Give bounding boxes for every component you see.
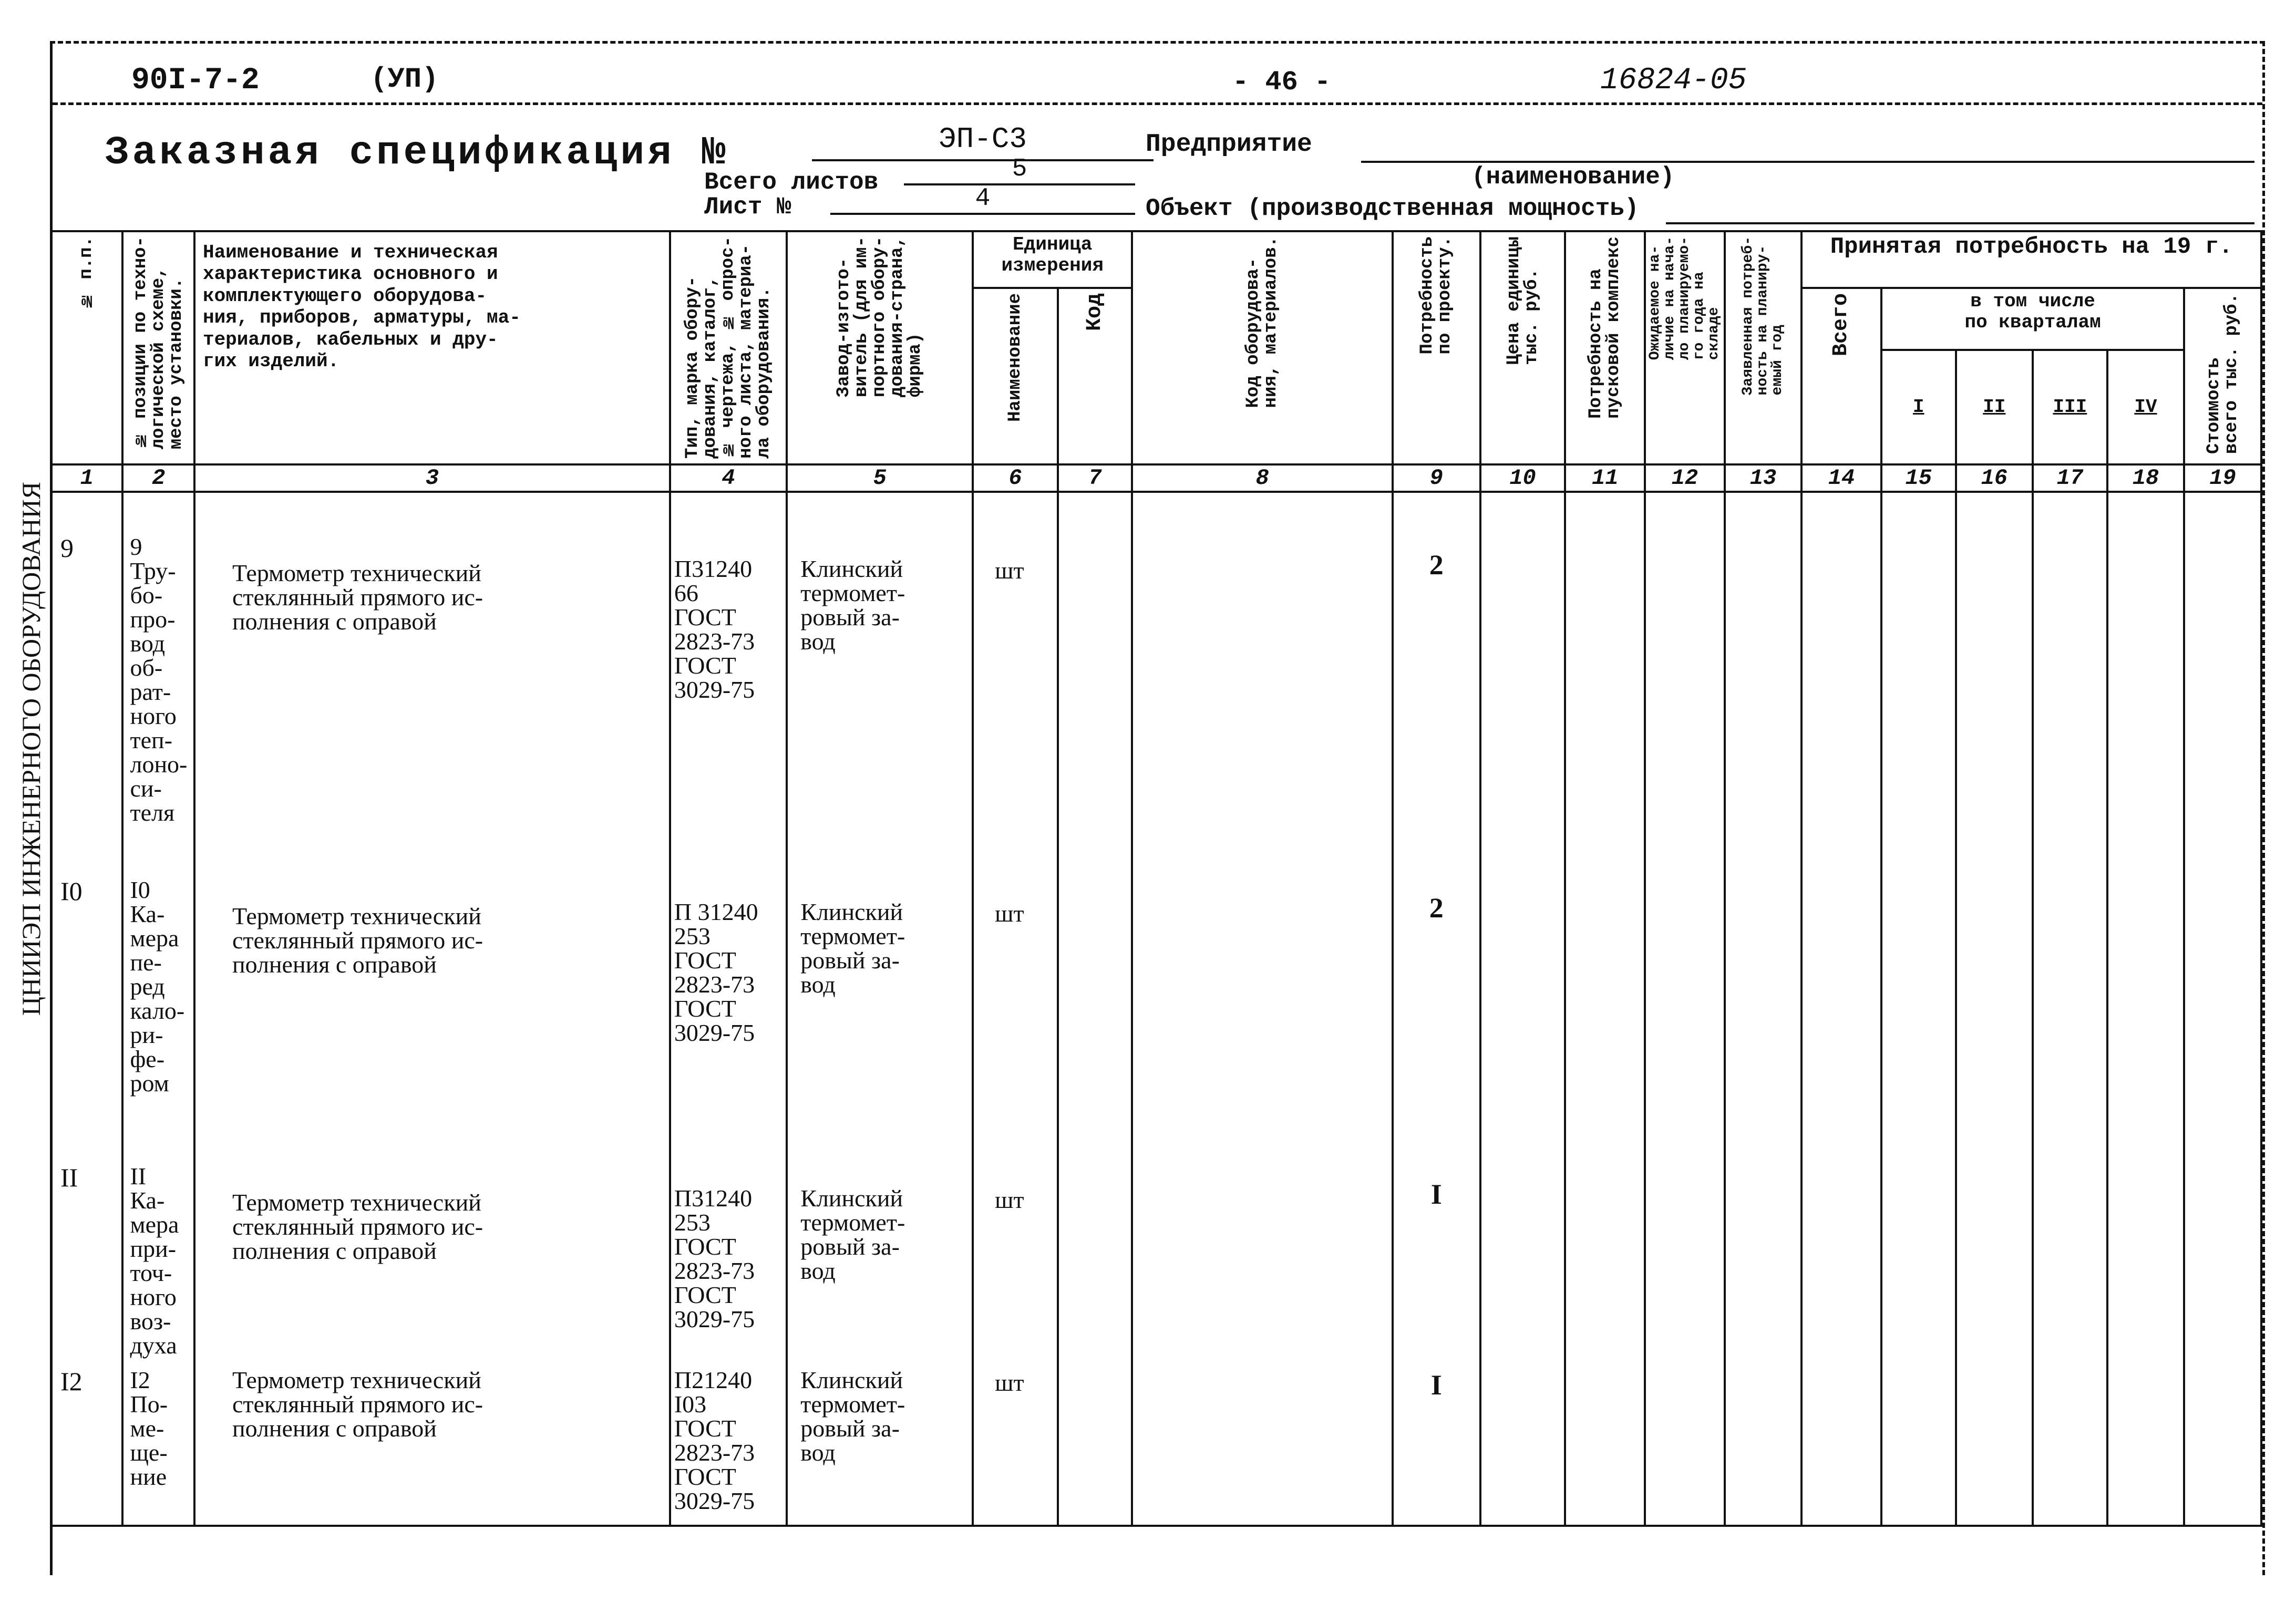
row-number: I2 xyxy=(60,1367,83,1396)
table-row xyxy=(51,1122,2261,1358)
row-maker: Клинский термомет- ровый за- вод xyxy=(800,898,905,998)
col-header-8: Код оборудова- ния, материалов. xyxy=(1243,236,1282,408)
column-number: 19 xyxy=(2184,464,2261,492)
row-maker: Клинский термомет- ровый за- вод xyxy=(800,1367,905,1466)
row-mark: П 31240 253 ГОСТ 2823-73 ГОСТ 3029-75 xyxy=(674,898,758,1046)
col-header-unit: Единица измерения xyxy=(973,231,1132,288)
row-number: I0 xyxy=(60,876,83,906)
naming-label: (наименование) xyxy=(1471,163,1675,191)
column-number: 6 xyxy=(973,464,1058,492)
object-label: Объект (производственная мощность) xyxy=(1146,195,1639,222)
row-number: 9 xyxy=(60,533,74,563)
col-header-15: I xyxy=(1881,350,1956,464)
row-name: Термометр технический стеклянный прямого ис- полнения с оправой xyxy=(232,560,483,635)
page-number: - 46 - xyxy=(1232,67,1331,98)
column-number: 13 xyxy=(1725,464,1802,492)
row-need: 2 xyxy=(1429,549,1444,581)
row-mark: П31240 253 ГОСТ 2823-73 ГОСТ 3029-75 xyxy=(674,1185,755,1332)
column-number: 9 xyxy=(1393,464,1480,492)
row-maker: Клинский термомет- ровый за- вод xyxy=(800,1185,905,1284)
column-number: 10 xyxy=(1480,464,1566,492)
column-number: 8 xyxy=(1132,464,1392,492)
row-position: I0 Ка- мера пе- ред кало- ри- фе- ром xyxy=(130,876,185,1097)
header-divider xyxy=(53,102,2262,105)
col-header-13: Заявленная потреб- ность на планиру- емый год xyxy=(1740,236,1786,396)
row-unit: шт xyxy=(995,557,1024,584)
doc-mark: (УП) xyxy=(370,64,439,96)
col-header-6: Наименование xyxy=(1005,293,1025,422)
row-mark: П31240 66 ГОСТ 2823-73 ГОСТ 3029-75 xyxy=(674,555,755,703)
object-field xyxy=(1666,222,2254,224)
col-header-accepted: Принятая потребность на 19 г. xyxy=(1801,231,2261,288)
sheets-total-value: 5 xyxy=(904,155,1135,185)
header-row-1 xyxy=(51,231,2261,288)
doc-code: 90I-7-2 xyxy=(131,64,260,98)
col-header-11: Потребность на пусковой комплекс xyxy=(1586,236,1624,419)
row-maker: Клинский термомет- ровый за- вод xyxy=(800,555,905,655)
row-position: II Ка- мера при- точ- ного воз- духа xyxy=(130,1163,179,1359)
col-header-10: Цена единицы тыс. руб. xyxy=(1504,236,1542,365)
sheets-total-label: Всего листов xyxy=(704,169,879,196)
column-number: 4 xyxy=(670,464,787,492)
col-header-19: Стоимость всего тыс. руб. xyxy=(2204,293,2242,454)
col-header-quarters: в том числе по кварталам xyxy=(1881,288,2184,350)
row-position: 9 Тру- бо- про- вод об- рат- ного теп- лоно- си- теля xyxy=(130,533,188,826)
col-header-2: № позиции по техно- логической схеме, место установки. xyxy=(130,236,187,450)
column-number: 2 xyxy=(122,464,194,492)
column-number: 17 xyxy=(2033,464,2107,492)
row-number: II xyxy=(60,1163,78,1192)
row-name: Термометр технический стеклянный прямого ис- полнения с оправой xyxy=(232,1189,483,1264)
row-position: I2 По- ме- ще- ние xyxy=(130,1367,168,1490)
row-unit: шт xyxy=(995,900,1024,927)
column-number-row xyxy=(51,464,2261,492)
column-number: 18 xyxy=(2107,464,2185,492)
table-row xyxy=(51,1358,2261,1526)
col-header-5: Завод-изгото- витель (для им- портного обору- дования-страна, фирма) xyxy=(834,236,926,398)
enterprise-label: Предприятие xyxy=(1146,130,1312,159)
row-unit: шт xyxy=(995,1369,1024,1396)
row-mark: П21240 I03 ГОСТ 2823-73 ГОСТ 3029-75 xyxy=(674,1367,755,1514)
column-number: 7 xyxy=(1058,464,1132,492)
row-need: 2 xyxy=(1429,892,1444,924)
archive-number: 16824-05 xyxy=(1600,64,1747,98)
col-header-17: III xyxy=(2033,350,2107,464)
row-need: I xyxy=(1430,1369,1442,1401)
col-header-14: Всего xyxy=(1829,293,1854,357)
col-header-1: № п.п. xyxy=(77,236,97,311)
col-header-18: IV xyxy=(2107,350,2185,464)
column-number: 14 xyxy=(1801,464,1881,492)
col-header-9: Потребность по проекту. xyxy=(1417,236,1456,355)
col-header-4: Тип, марка обору- дования, каталог, № чертежа, № опрос- ного листа, материа- ла оборудования. xyxy=(683,236,775,459)
enterprise-field xyxy=(1361,161,2254,163)
row-unit: шт xyxy=(995,1186,1024,1213)
sheet-number-value: 4 xyxy=(830,184,1135,215)
row-name: Термометр технический стеклянный прямого ис- полнения с оправой xyxy=(232,903,483,978)
col-header-7: Код xyxy=(1083,293,1107,332)
table-row xyxy=(51,492,2261,836)
column-number: 1 xyxy=(51,464,122,492)
row-name: Термометр технический стеклянный прямого ис- полнения с оправой xyxy=(232,1367,483,1442)
column-number: 5 xyxy=(787,464,973,492)
spec-number: ЭП-С3 xyxy=(812,122,1154,161)
column-number: 3 xyxy=(194,464,670,492)
column-number: 16 xyxy=(1956,464,2033,492)
table-row xyxy=(51,836,2261,1122)
row-need: I xyxy=(1430,1178,1442,1210)
col-header-3: Наименование и техническая характеристика основного и комплектующего оборудова- ния, приборов, арматуры, ма- териалов, кабельных и дру- гих изделий. xyxy=(194,231,670,464)
specification-table xyxy=(50,230,2262,1527)
col-header-12: Ожидаемое на- личие на нача- ло планируемо- го года на складе xyxy=(1646,236,1722,360)
column-number: 15 xyxy=(1881,464,1956,492)
spec-title: Заказная спецификация № xyxy=(105,130,729,175)
side-organization-label: ЦНИИЭП ИНЖЕНЕРНОГО ОБОРУДОВАНИЯ xyxy=(16,481,46,1016)
column-number: 11 xyxy=(1565,464,1645,492)
col-header-16: II xyxy=(1956,350,2033,464)
column-number: 12 xyxy=(1645,464,1725,492)
sheet-number-label: Лист № xyxy=(704,193,791,221)
